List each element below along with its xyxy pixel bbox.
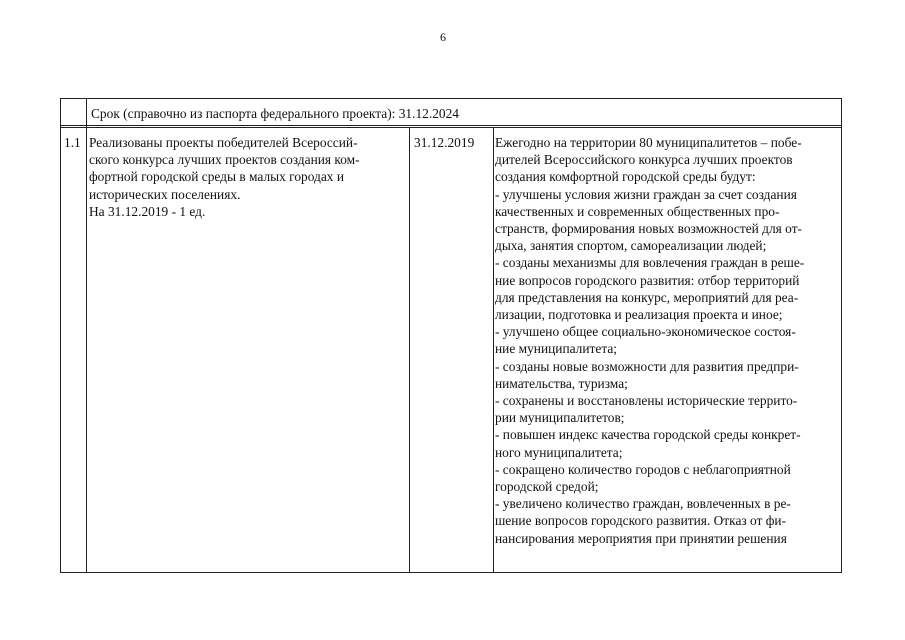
row-number: 1.1 xyxy=(64,135,81,150)
text-line: ние вопросов городского развития: отбор территорий xyxy=(495,272,800,288)
text-line: - сохранены и восстановлены исторические террито- xyxy=(495,393,798,409)
row-divider xyxy=(61,125,841,126)
text-line: Ежегодно на территории 80 муниципалитетов – побе- xyxy=(495,135,802,150)
text-line: ного муниципалитета; xyxy=(495,444,623,460)
text-line: странств, формирования новых возможностей для от- xyxy=(495,221,803,237)
text-line: - улучшено общее социально-экономическое состоя- xyxy=(495,324,796,340)
text-line: ского конкурса лучших проектов создания ком- xyxy=(89,152,360,168)
result-description xyxy=(89,134,403,220)
text-line: - созданы новые возможности для развития предпри- xyxy=(495,358,799,374)
text-line: для представления на конкурс, мероприятий для реа- xyxy=(495,289,799,305)
column-divider xyxy=(409,127,410,572)
text-line: - повышен индекс качества городской среды конкрет- xyxy=(495,427,801,443)
text-line: дыха, занятия спортом, самореализации людей; xyxy=(495,238,767,254)
row-divider xyxy=(61,127,841,128)
text-line: лизации, подготовка и реализация проекта и иное; xyxy=(495,307,783,323)
text-line: создания комфортной городской среды будут: xyxy=(495,169,756,185)
deadline-text: Срок (справочно из паспорта федерального проекта): 31.12.2024 xyxy=(91,106,459,121)
effect-description xyxy=(495,134,839,547)
text-line: ние муниципалитета; xyxy=(495,341,618,357)
text-line: дителей Всероссийского конкурса лучших проектов xyxy=(495,152,793,168)
result-date: 31.12.2019 xyxy=(414,135,475,150)
text-line: городской средой; xyxy=(495,479,599,495)
text-line: - увеличено количество граждан, вовлеченных в ре- xyxy=(495,496,791,512)
text-line: - созданы механизмы для вовлечения граждан в реше- xyxy=(495,255,805,271)
text-line: нимательства, туризма; xyxy=(495,375,628,391)
text-line: исторических поселениях. xyxy=(89,186,241,202)
text-line: фортной городской среды в малых городах и xyxy=(89,169,344,185)
text-line: нансирования мероприятия при принятии решения xyxy=(495,530,787,546)
text-line: На 31.12.2019 - 1 ед. xyxy=(89,203,206,219)
text-line: - улучшены условия жизни граждан за счет создания xyxy=(495,186,797,202)
text-line: шение вопросов городского развития. Отказ от фи- xyxy=(495,513,787,529)
text-line: - сокращено количество городов с неблагоприятной xyxy=(495,461,791,477)
text-line: качественных и современных общественных про- xyxy=(495,203,780,219)
column-divider xyxy=(493,127,494,572)
text-line: рии муниципалитетов; xyxy=(495,410,625,426)
text-line: Реализованы проекты победителей Всероссий- xyxy=(89,135,358,150)
page-number: 6 xyxy=(440,30,446,44)
column-divider xyxy=(86,99,87,572)
